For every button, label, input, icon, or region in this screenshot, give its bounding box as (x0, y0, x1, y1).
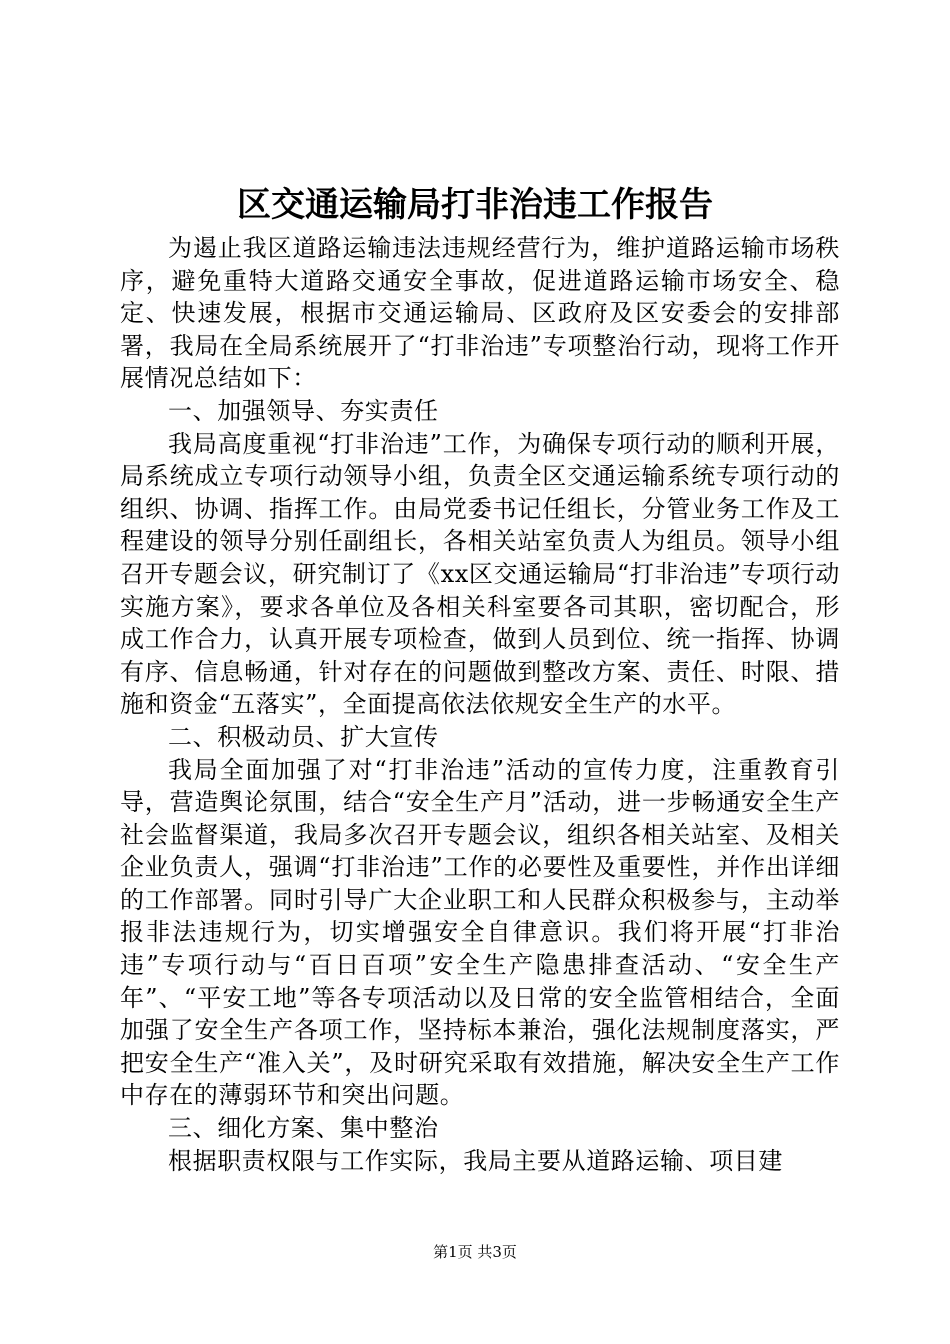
section-3-paragraph: 根据职责权限与工作实际，我局主要从道路运输、项目建 (168, 1146, 783, 1175)
section-2-paragraph: 我局全面加强了对“打非治违”活动的宣传力度，注重教育引导，营造舆论氛围，结合“安全生产月”活动，进一步畅通安全生产社会监督渠道，我局多次召开专题会议，组织各相关站室、及相关企业负责人，强调“打非治违”工作的必要性及重要性，并作出详细的工作部署。同时引导广大企业职工和人民群众积极参与，主动举报非法违规行为，切实增强安全自律意识。我们将开展“打非治违”专项行动与“百日百项”安全生产隐患排查活动、“安全生产年”、“平安工地”等各专项活动以及日常的安全监管相结合，全面加强了安全生产各项工作，坚持标本兼治，强化法规制度落实，严把安全生产“准入关”，及时研究采取有效措施，解决安全生产工作中存在的薄弱环节和突出问题。 (120, 755, 840, 1110)
section-1-paragraph: 我局高度重视“打非治违”工作，为确保专项行动的顺利开展，局系统成立专项行动领导小组，负责全区交通运输系统专项行动的组织、协调、指挥工作。由局党委书记任组长，分管业务工作及工程建设的领导分别任副组长，各相关站室负责人为组员。领导小组召开专题会议，研究制订了《xx区交通运输局“打非治违”专项行动实施方案》，要求各单位及各相关科室要各司其职，密切配合，形成工作合力，认真开展专项检查，做到人员到位、统一指挥、协调有序、信息畅通，针对存在的问题做到整改方案、责任、时限、措施和资金“五落实”，全面提高依法依规安全生产的水平。 (120, 429, 840, 719)
section-heading-3: 三、细化方案、集中整治 (168, 1114, 439, 1143)
page-footer: 第1页 共3页 (433, 1243, 517, 1261)
section-heading-2: 二、积极动员、扩大宣传 (168, 722, 439, 751)
section-heading-1: 一、加强领导、夯实责任 (168, 396, 439, 425)
intro-paragraph: 为遏止我区道路运输违法违规经营行为，维护道路运输市场秩序，避免重特大道路交通安全事故，促进道路运输市场安全、稳定、快速发展，根据市交通运输局、区政府及区安委会的安排部署，我局在全局系统展开了“打非治违”专项整治行动，现将工作开展情况总结如下： (120, 234, 840, 393)
document-title: 区交通运输局打非治违工作报告 (237, 185, 713, 225)
document-body (120, 232, 840, 1177)
